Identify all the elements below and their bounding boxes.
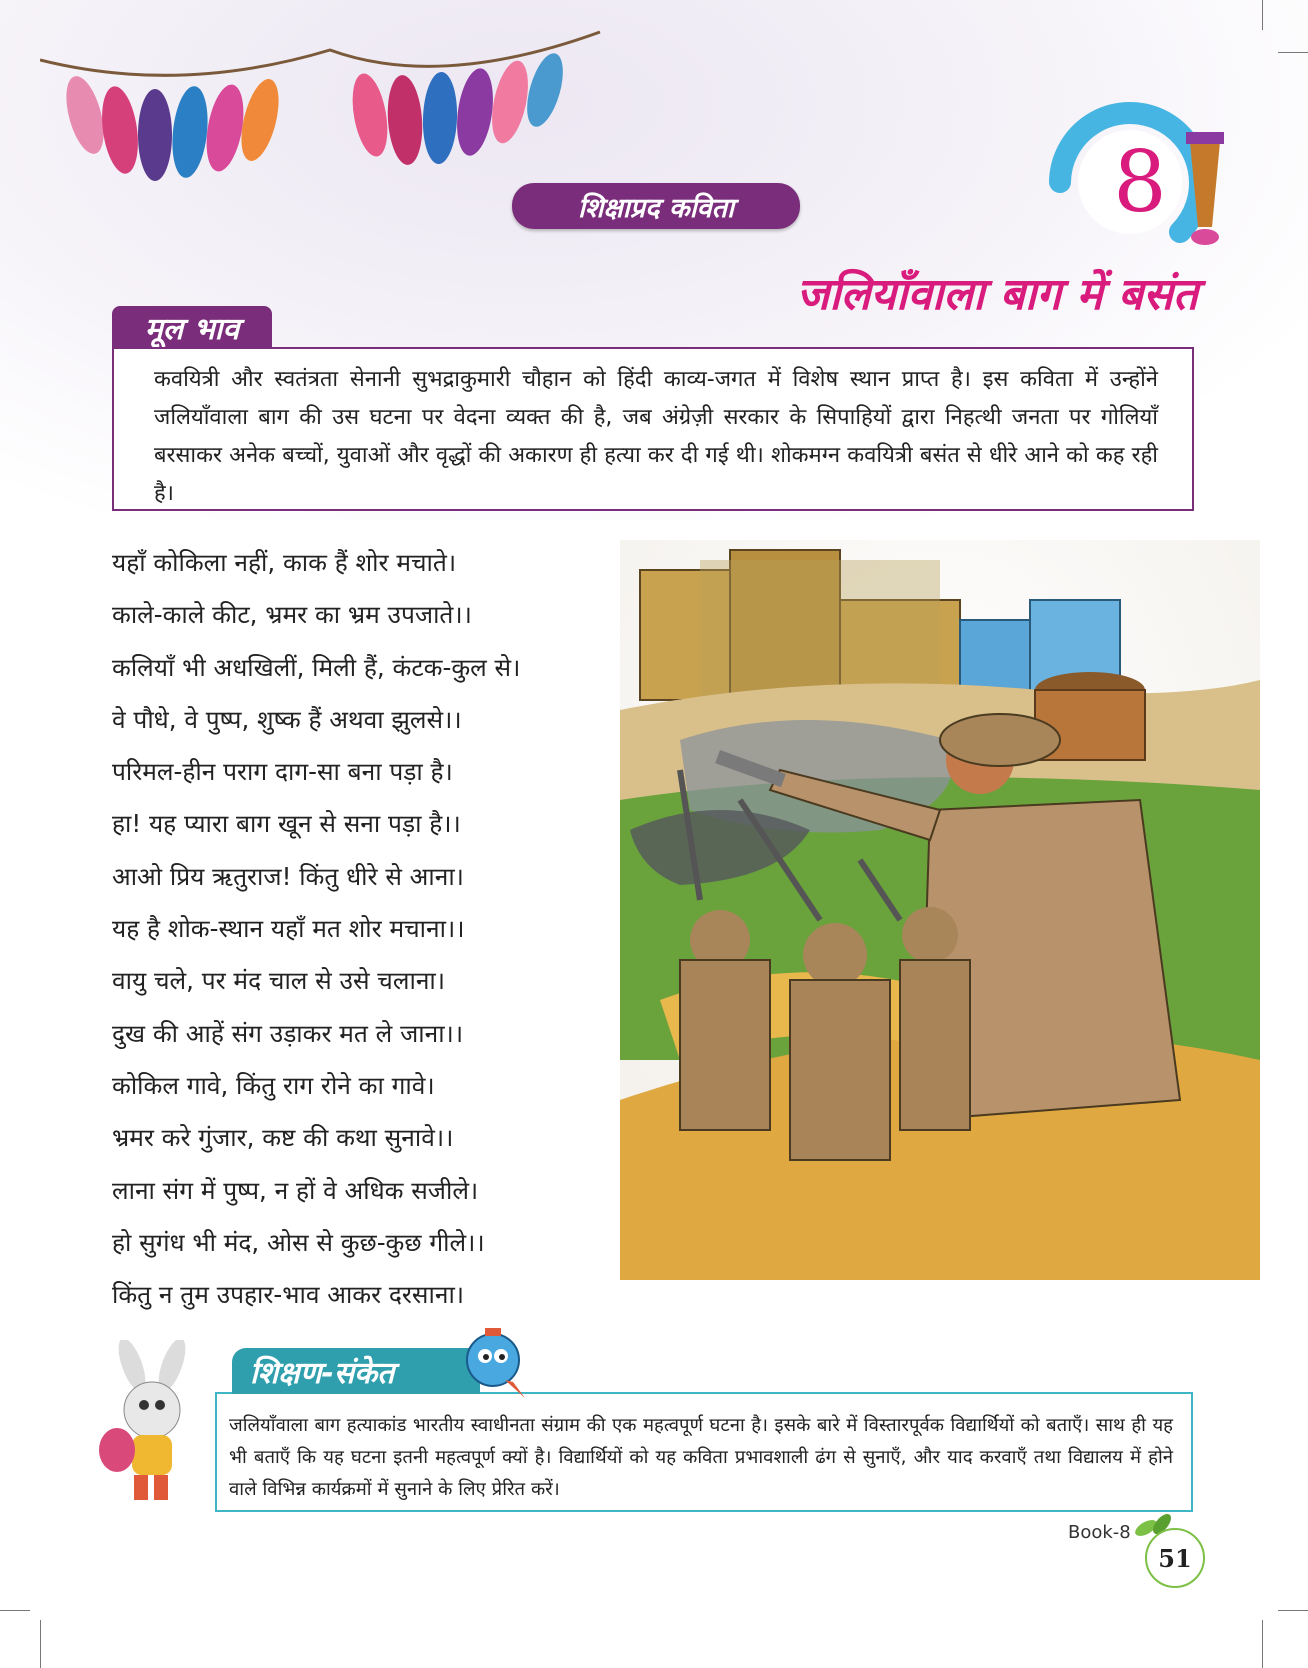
poem-line: हो सुगंध भी मंद, ओस से कुछ-कुछ गीले।।	[112, 1227, 485, 1257]
chapter-number: 8	[1113, 133, 1167, 231]
poem	[112, 537, 672, 1321]
poem-line: आओ प्रिय ऋतुराज! किंतु धीरे से आना।	[112, 861, 464, 891]
summary-text: कवयित्री और स्वतंत्रता सेनानी सुभद्राकुमारी चौहान को हिंदी काव्य-जगत में विशेष स्थान प्राप्त है। इस कविता में उन्होंने जलियाँवाला बाग की उस घटना पर वेदना व्यक्त की है, जब अंग्रेज़ी सरकार के सिपाहियों द्वारा निहत्थी जनता पर गोलियाँ बरसाकर अनेक बच्चों, युवाओं और वृद्धों की अकारण ही हत्या कर दी गई थी। शोकमग्न कवयित्री बसंत से धीरे आने को कह रही है।	[154, 367, 1158, 506]
poem-line: लाना संग में पुष्प, न हों वे अधिक सजीले।	[112, 1175, 479, 1205]
poem-line: परिमल-हीन पराग दाग-सा बना पड़ा है।	[112, 757, 453, 787]
crop-mark	[1278, 52, 1308, 53]
poem-line: कोकिल गावे, किंतु राग रोने का गावे।	[112, 1070, 435, 1100]
poem-line: हा! यह प्यारा बाग खून से सना पड़ा है।।	[112, 809, 461, 839]
pencil-mascot-icon	[455, 1322, 535, 1402]
summary-box	[112, 347, 1194, 511]
poem-line: कलियाँ भी अधखिलीं, मिली हैं, कंटक-कुल से।	[112, 652, 521, 682]
teaching-text: जलियाँवाला बाग हत्याकांड भारतीय स्वाधीनता संग्राम की एक महत्वपूर्ण घटना है। इसके बारे में विस्तारपूर्वक विद्यार्थियों को बताएँ। साथ ही यह भी बताएँ कि यह घटना इतनी महत्वपूर्ण क्यों है। विद्यार्थियों को यह कविता प्रभावशाली ढंग से सुनाएँ, और याद करवाएँ तथा विद्यालय में होने वाले विभिन्न कार्यक्रमों में सुनाने के लिए प्रेरित करें।	[229, 1415, 1173, 1500]
summary-label: मूल भाव	[112, 306, 272, 348]
teaching-label: शिक्षण-संकेत	[232, 1348, 480, 1394]
poem-line: दुख की आहें संग उड़ाकर मत ले जाना।।	[112, 1018, 464, 1048]
crop-mark	[1262, 0, 1263, 30]
page-number: 51	[1145, 1528, 1205, 1588]
teaching-box	[215, 1392, 1193, 1512]
crop-mark	[1278, 1610, 1308, 1611]
massacre-illustration	[620, 540, 1260, 1280]
lesson-title: जलियाँवाला बाग में बसंत	[796, 269, 1198, 320]
crop-mark	[1262, 1620, 1263, 1668]
poem-line: किंतु न तुम उपहार-भाव आकर दरसाना।	[112, 1280, 465, 1310]
crop-mark	[40, 1620, 41, 1668]
poem-line: यह है शोक-स्थान यहाँ मत शोर मचाना।।	[112, 914, 465, 944]
poem-line: वे पौधे, वे पुष्प, शुष्क हैं अथवा झुलसे।।	[112, 704, 462, 734]
poem-line: काले-काले कीट, भ्रमर का भ्रम उपजाते।।	[112, 600, 472, 630]
category-tag: शिक्षाप्रद कविता	[512, 183, 800, 229]
poem-line: यहाँ कोकिला नहीं, काक हैं शोर मचाते।	[112, 548, 457, 577]
poem-line: भ्रमर करे गुंजार, कष्ट की कथा सुनावे।।	[112, 1123, 454, 1153]
crop-mark	[0, 1610, 30, 1611]
book-label: Book-8	[1068, 1522, 1131, 1543]
feather-garland-icon	[40, 20, 680, 200]
poem-line: वायु चले, पर मंद चाल से उसे चलाना।	[112, 966, 446, 996]
rabbit-mascot-icon	[92, 1340, 204, 1510]
